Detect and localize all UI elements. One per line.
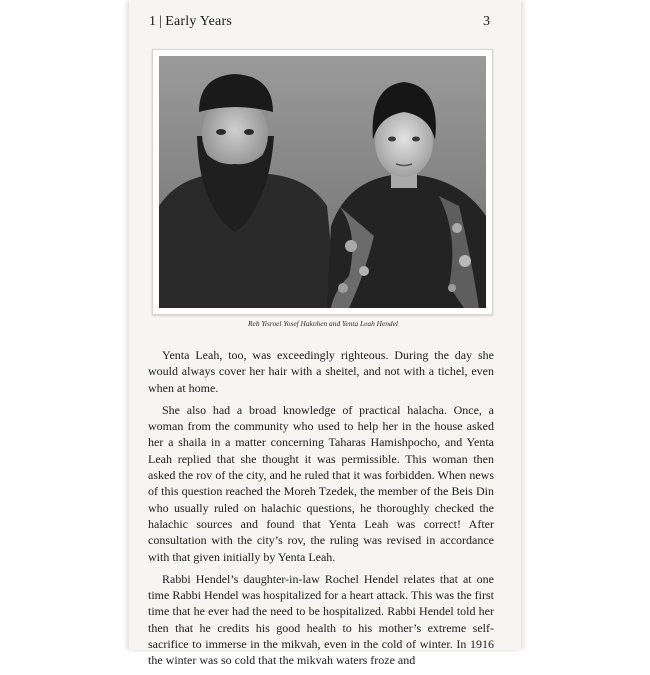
book-page [129,0,521,668]
page-number: 3 [483,14,490,29]
portrait-photo [152,49,493,315]
chapter-title: Early Years [165,14,232,29]
chapter-number: 1 [149,14,157,29]
photo-caption: Reb Yisroel Yosef Hakohen and Yenta Leah Hendel [248,319,398,328]
portrait-photo-image [159,56,486,308]
paragraph: Yenta Leah, too, was exceedingly righteous. During the day she would always cover her hair with a sheitel, and not with a tichel, even when at home. [148,348,494,395]
paragraph: She also had a broad knowledge of practical halacha. Once, a woman from the community who used to help her in the house asked her a shaila in a matter concerning Taharas Hamishpocho, and Yenta Leah replied that she thought it was permissible. This woman then asked the rov of the city, and he ruled that it was forbidden. When news of this question reached the Moreh Tzedek, the member of the Beis Din who usually ruled on halachic questions, he thoroughly checked the halachic sources and found that Yenta Leah was correct! After consultation with the city’s rov, the ruling was revised in accordance with that given initially by Yenta Leah. [148,402,494,564]
chapter-separator: | [159,14,163,29]
paragraph: Rabbi Hendel’s daughter-in-law Rochel Hendel relates that at one time Rabbi Hendel was hospitalized for a heart attack. This was the first time that he ever had the need to be hospitalized. Rabbi Hendel told her then that he credits his good health to his mother’s extreme self-sacrifice to immerse in the mikvah, even in the cold of winter. In 1916 the winter was so cold that the mikvah waters froze and [148,571,495,668]
running-head [149,14,232,30]
body-text [148,347,494,675]
